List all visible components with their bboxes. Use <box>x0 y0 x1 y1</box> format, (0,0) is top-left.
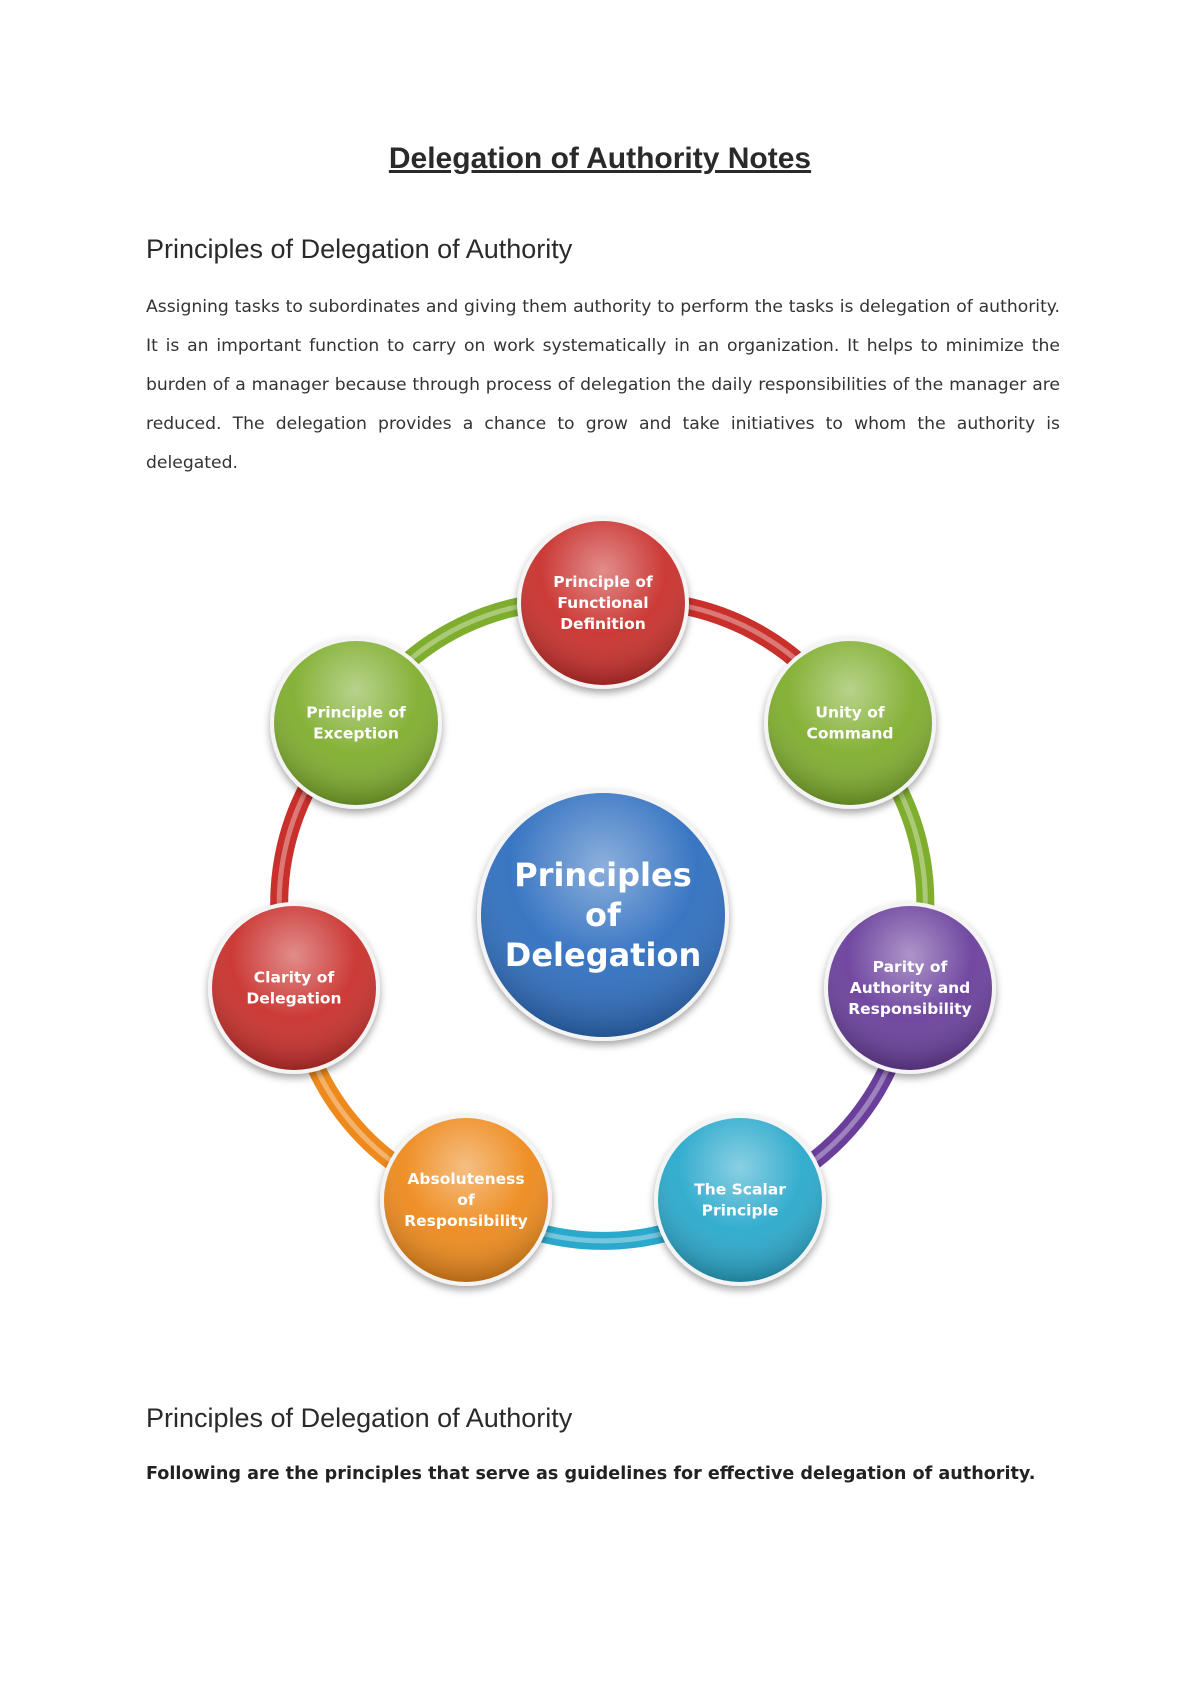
node-scalar-principle-label-line: The Scalar <box>694 1180 786 1199</box>
node-unity-of-command <box>764 637 936 809</box>
lead-sentence: Following are the principles that serve as guidelines for effective delegation of authority. <box>146 1464 1036 1484</box>
node-functional-definition-label-line: Functional <box>557 594 649 612</box>
section-heading-principles: Principles of Delegation of Authority <box>146 234 573 264</box>
center-principles-of-delegation <box>477 789 729 1041</box>
section-heading-principles-2: Principles of Delegation of Authority <box>146 1403 573 1433</box>
node-unity-of-command-label-line: Command <box>806 724 894 743</box>
node-parity <box>824 902 996 1074</box>
node-functional-definition-label-line: Principle of <box>553 573 653 591</box>
node-exception-gloss <box>274 641 438 805</box>
node-exception-label-line: Principle of <box>306 703 406 722</box>
node-scalar-principle-label-line: Principle <box>701 1201 779 1220</box>
node-absoluteness-label-line: Responsibility <box>404 1212 528 1230</box>
center-node <box>477 789 729 1041</box>
node-exception-label-line: Exception <box>313 724 399 743</box>
page-title: Delegation of Authority Notes <box>388 142 812 175</box>
center-principles-of-delegation-label-line: Delegation <box>504 936 702 974</box>
node-absoluteness-label-line: Absoluteness <box>407 1170 525 1188</box>
node-absoluteness-label-line: of <box>457 1191 475 1209</box>
node-clarity-gloss <box>212 906 376 1070</box>
node-scalar-principle <box>654 1114 826 1286</box>
node-functional-definition <box>517 517 689 689</box>
node-scalar-principle-gloss <box>658 1118 822 1282</box>
node-clarity-label-line: Clarity of <box>253 968 335 987</box>
node-parity-label-line: Responsibility <box>848 1000 972 1018</box>
node-parity-label-line: Authority and <box>849 979 971 997</box>
node-functional-definition-label-line: Definition <box>560 615 646 633</box>
node-unity-of-command-gloss <box>768 641 932 805</box>
node-unity-of-command-label-line: Unity of <box>815 703 885 722</box>
node-exception <box>270 637 442 809</box>
node-clarity-label-line: Delegation <box>246 989 342 1008</box>
center-principles-of-delegation-label-line: Principles <box>514 856 692 894</box>
node-absoluteness <box>380 1114 552 1286</box>
intro-paragraph: Assigning tasks to subordinates and giving them authority to perform the tasks is delegation of authority. It is an important function to carry on work systematically in an organization. It helps to minimize the burden of a manager because through process of delegation the daily responsibilities of the manager are reduced. The delegation provides a chance to grow and take initiatives to whom the authority is delegated. <box>146 297 1060 473</box>
node-parity-label-line: Parity of <box>872 958 948 976</box>
node-clarity <box>208 902 380 1074</box>
center-principles-of-delegation-label-line: of <box>585 896 621 934</box>
